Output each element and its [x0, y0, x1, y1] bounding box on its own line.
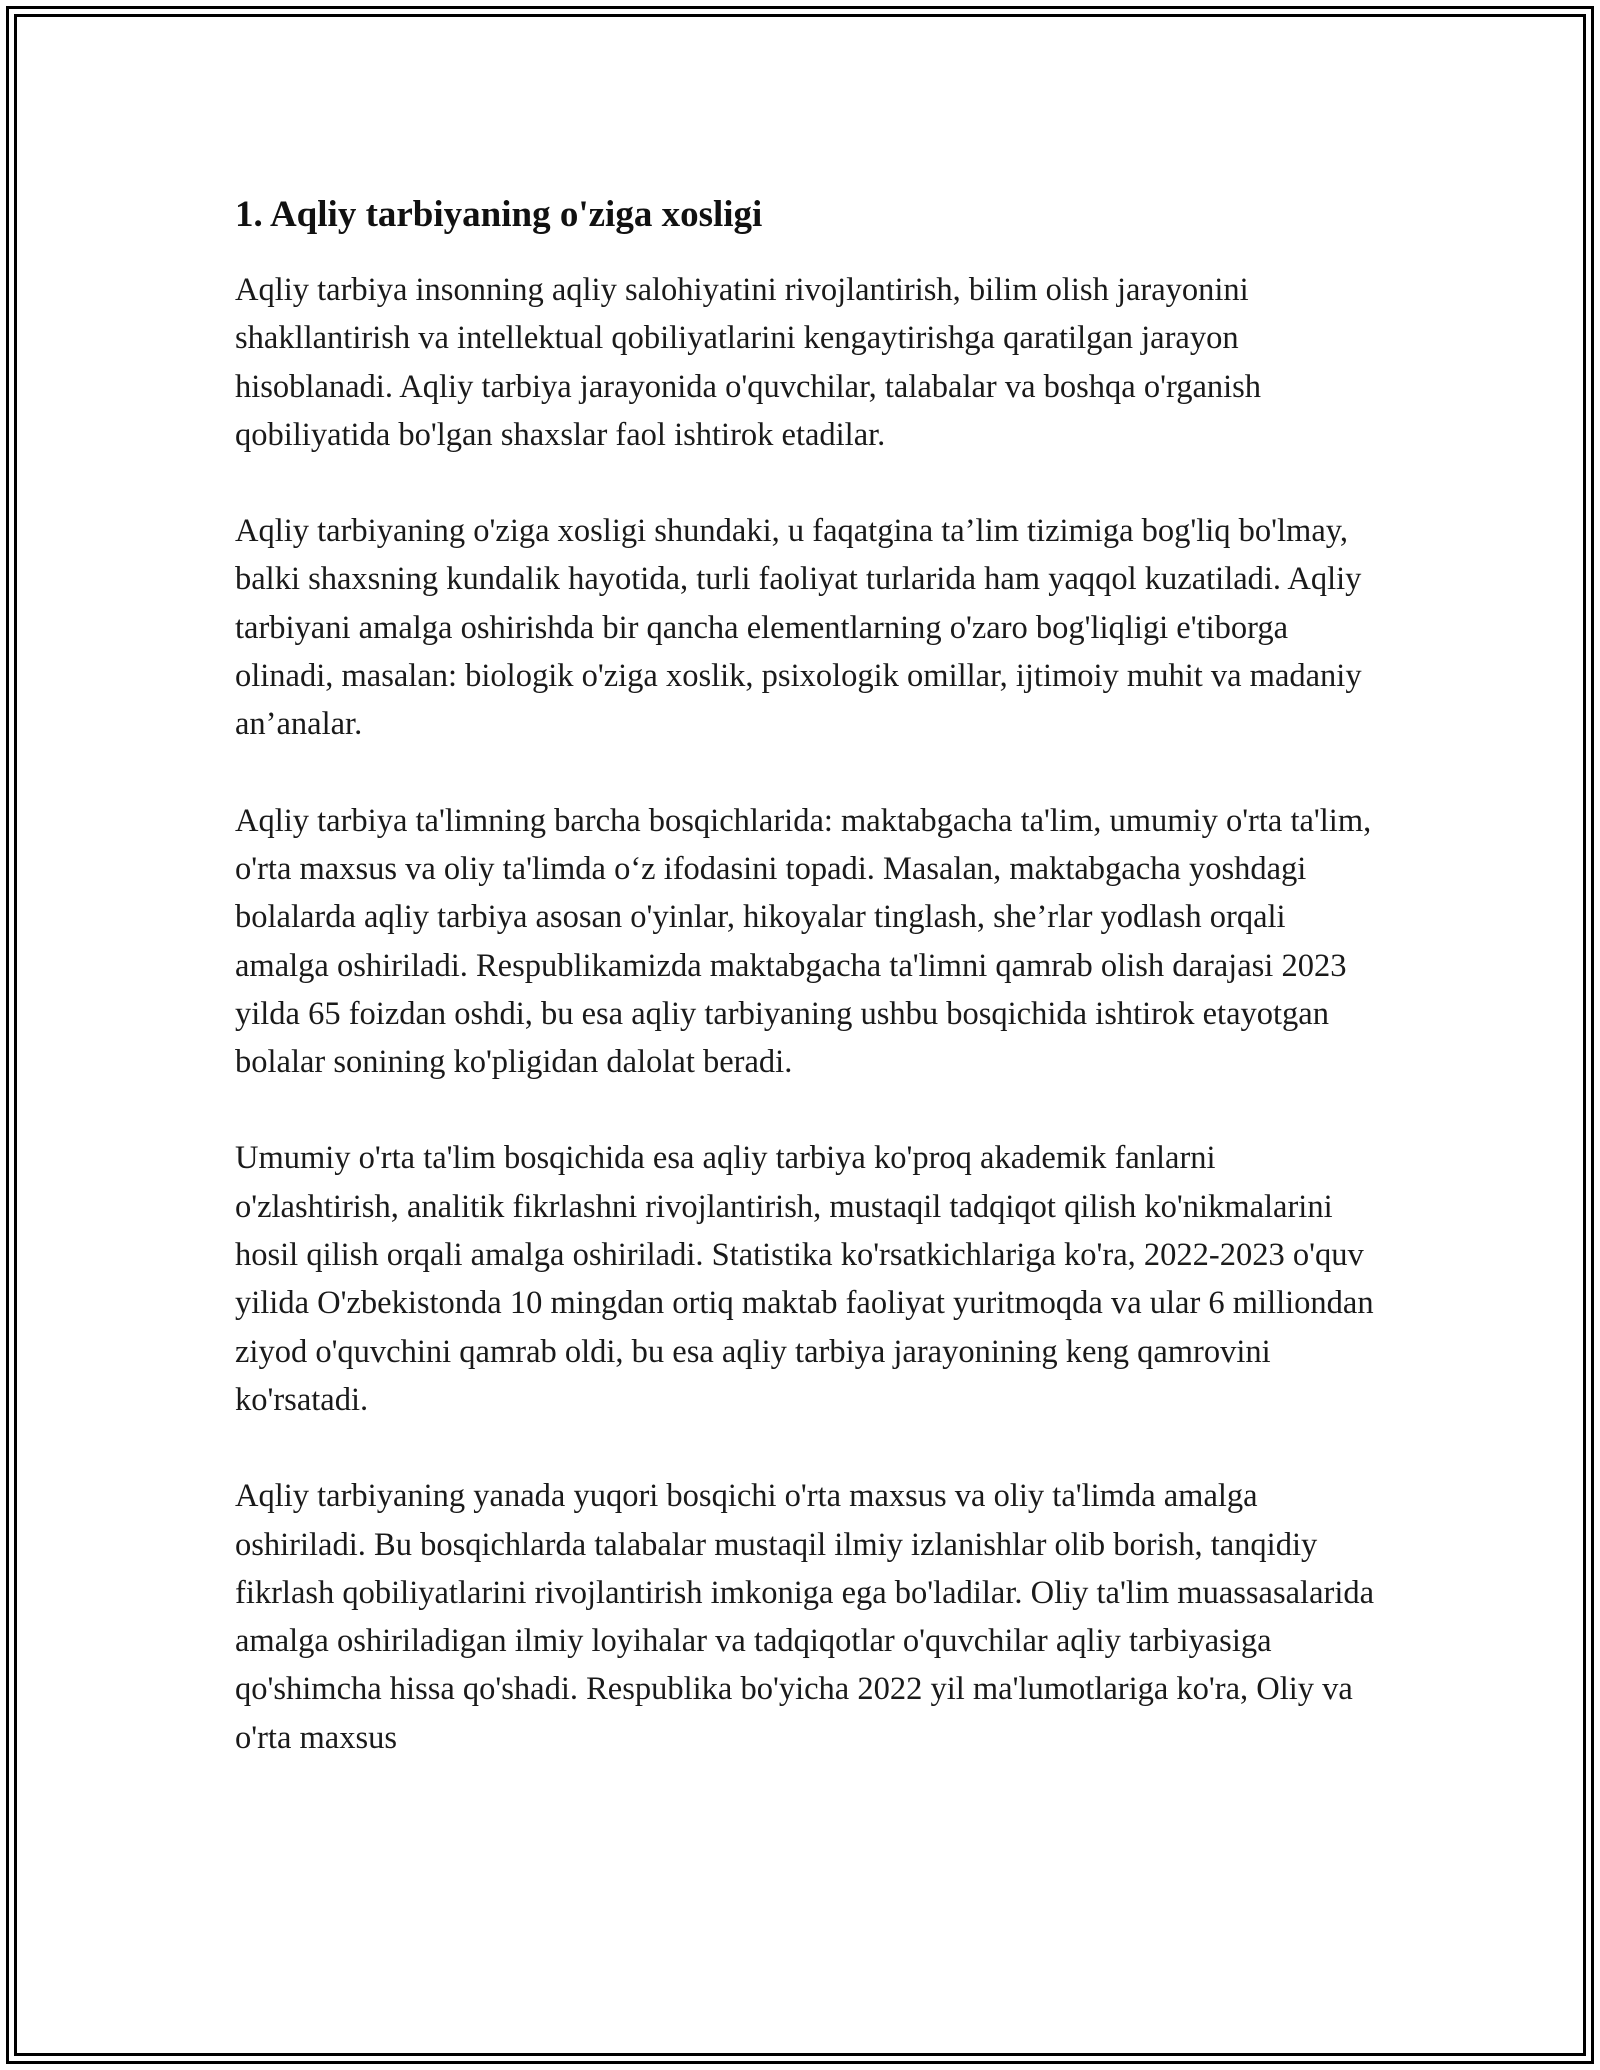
paragraph-3: Aqliy tarbiya ta'limning barcha bosqichlarida: maktabgacha ta'lim, umumiy o'rta ta'lim, o'rta maxsus va oliy ta'limda o‘z ifodasini topadi. Masalan, maktabgacha yoshdagi bolalarda aqliy tarbiya asosan o'yinlar, hikoyalar tinglash, she’rlar yodlash orqali amalga oshiriladi. Respublikamizda maktabgacha ta'limni qamrab olish darajasi 2023 yilda 65 foizdan oshdi, bu esa aqliy tarbiyaning ushbu bosqichida ishtirok etayotgan bolalar sonining ko'pligidan dalolat beradi. [235, 802, 1372, 1081]
paragraph-5: Aqliy tarbiyaning yanada yuqori bosqichi o'rta maxsus va oliy ta'limda amalga oshiriladi. Bu bosqichlarda talabalar mustaqil ilmiy izlanishlar olib borish, tanqidiy fikrlash qobiliyatlarini rivojlantirish imkoniga ega bo'ladilar. Oliy ta'lim muassasalarida amalga oshiriladigan ilmiy loyihalar va tadqiqotlar o'quvchilar aqliy tarbiyasiga qo'shimcha hissa qo'shadi. Respublika bo'yicha 2022 yil ma'lumotlariga ko'ra, Oliy va o'rta maxsus [235, 1478, 1375, 1756]
paragraph-2: Aqliy tarbiyaning o'ziga xosligi shundaki, u faqatgina ta’lim tizimiga bog'liq bo'lmay, balki shaxsning kundalik hayotida, turli faoliyat turlarida ham yaqqol kuzatiladi. Aqliy tarbiyani amalga oshirishda bir qancha elementlarning o'zaro bog'liqligi e'tiborga olinadi, masalan: biologik o'ziga xoslik, psixologik omillar, ijtimoiy muhit va madaniy an’analar. [235, 513, 1362, 743]
paragraph-1: Aqliy tarbiya insonning aqliy salohiyatini rivojlantirish, bilim olish jarayonini shakllantirish va intellektual qobiliyatlarini kengaytirishga qaratilgan jarayon hisoblanadi. Aqliy tarbiya jarayonida o'quvchilar, talabalar va boshqa o'rganish qobiliyatida bo'lgan shaxslar faol ishtirok etadilar. [235, 272, 1262, 453]
paragraph-4: Umumiy o'rta ta'lim bosqichida esa aqliy tarbiya ko'proq akademik fanlarni o'zlashtirish, analitik fikrlashni rivojlantirish, mustaqil tadqiqot qilish ko'nikmalarini hosil qilish orqali amalga oshiriladi. Statistika ko'rsatkichlariga ko'ra, 2022-2023 o'quv yilida O'zbekistonda 10 mingdan ortiq maktab faoliyat yuritmoqda va ular 6 milliondan ziyod o'quvchini qamrab oldi, bu esa aqliy tarbiya jarayonining keng qamrovini ko'rsatadi. [235, 1140, 1374, 1418]
document-body [235, 186, 1375, 1810]
section-heading: 1. Aqliy tarbiyaning o'ziga xosligi [235, 194, 763, 235]
